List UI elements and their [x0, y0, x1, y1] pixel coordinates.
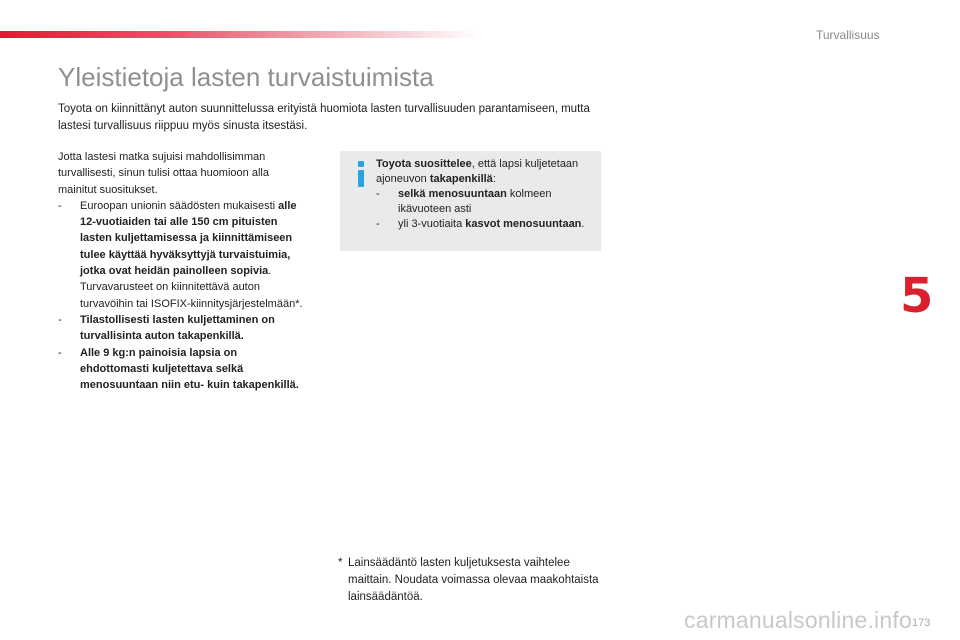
list-item: - selkä menosuuntaan kolmeen ikävuoteen asti — [376, 188, 552, 215]
chapter-number: 5 — [900, 268, 934, 324]
footnote — [338, 555, 608, 606]
recommendations-column — [58, 149, 308, 393]
footnote-mark: * — [338, 557, 343, 569]
page-title: Yleistietoja lasten turvaistuimista — [58, 62, 434, 92]
list-item-bold: Alle 9 kg:n painoisia lapsia on ehdottomasti kuljetettava selkä menosuuntaan niin etu- kuin takapenkillä. — [80, 346, 299, 392]
page-number: 173 — [912, 617, 931, 629]
info-box — [340, 151, 601, 251]
list-dash: - — [58, 313, 62, 326]
intro-paragraph: Toyota on kiinnittänyt auton suunnittelussa erityistä huomiota lasten turvallisuuden parantamiseen, mutta lastesi turvallisuus riippuu myös sinusta itsestäsi. — [58, 103, 590, 132]
list-item — [58, 312, 308, 345]
list-dash: - — [376, 188, 380, 200]
list-dash: - — [376, 218, 380, 230]
list-item — [58, 345, 308, 394]
list-dash: - — [58, 346, 62, 359]
list-item-bold: Tilastollisesti lasten kuljettaminen on turvallisinta auton takapenkillä. — [80, 313, 275, 343]
list-item: - yli 3-vuotiaita kasvot menosuuntaan. — [376, 218, 585, 230]
list-dash: - — [58, 199, 62, 212]
header-accent-bar — [0, 31, 480, 38]
section-title: Turvallisuus — [816, 28, 880, 42]
recommendations-lead: Jotta lastesi matka sujuisi mahdollisimman turvallisesti, sinun tulisi ottaa huomioon alla mainitut suositukset. — [58, 151, 269, 196]
footnote-text: Lainsäädäntö lasten kuljetuksesta vaihtelee maittain. Noudata voimassa olevaa maakohtaista lainsäädäntöä. — [348, 557, 599, 603]
list-item-text: Euroopan unionin säädösten mukaisesti — [80, 199, 279, 212]
info-lead: Toyota suosittelee, että lapsi kuljetetaan ajoneuvon takapenkillä: — [376, 158, 579, 185]
info-icon — [354, 161, 368, 187]
list-item-text: . Turvavarusteet on kiinnitettävä auton turvavöihin tai ISOFIX-kiinnitysjärjestelmään*. — [80, 265, 303, 310]
watermark: carmanualsonline.info — [684, 607, 912, 633]
list-item — [58, 198, 308, 312]
list-item-bold: alle 12-vuotiaiden tai alle 150 cm pituisten lasten kuljettamisessa ja kiinnittämiseen tulee käyttää hyväksyttyjä turvaistuimia, jotka ovat heidän painolleen sopivia — [80, 199, 297, 278]
